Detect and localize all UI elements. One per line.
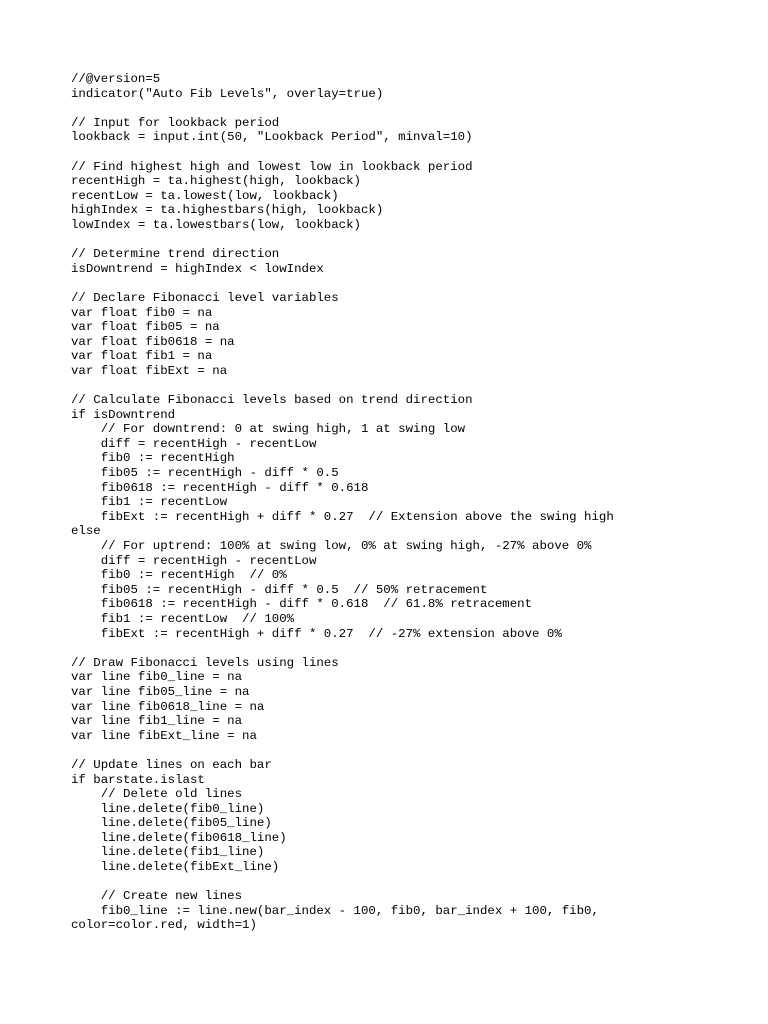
code-line: // Draw Fibonacci levels using lines [71, 655, 339, 670]
code-line: // Calculate Fibonacci levels based on trend direction [71, 393, 473, 408]
code-line: if isDowntrend [71, 407, 176, 422]
code-line: fibExt := recentHigh + diff * 0.27 // Extension above the swing high [71, 509, 614, 524]
code-line: var line fib1_line = na [71, 714, 243, 729]
code-line: // Create new lines [71, 889, 243, 904]
code-line: // Delete old lines [71, 787, 243, 802]
code-line: // Update lines on each bar [71, 757, 272, 772]
code-line: var line fib0618_line = na [71, 699, 265, 714]
code-line: isDowntrend = highIndex < lowIndex [71, 261, 324, 276]
code-line: line.delete(fib05_line) [71, 816, 272, 831]
code-line: // For uptrend: 100% at swing low, 0% at swing high, -27% above 0% [71, 539, 592, 553]
code-line: // Determine trend direction [71, 247, 280, 262]
code-line: fib05 := recentHigh - diff * 0.5 // 50% retracement [71, 582, 488, 597]
code-line [71, 875, 751, 890]
code-line: line.delete(fib0618_line) [71, 830, 287, 845]
code-line: var float fib0618 = na [71, 334, 235, 349]
code-block [71, 72, 751, 933]
code-line: fib05 := recentHigh - diff * 0.5 [71, 466, 339, 481]
code-line: //@version=5 [71, 72, 161, 86]
code-line [71, 276, 751, 291]
code-line [71, 233, 751, 248]
code-line: diff = recentHigh - recentLow [71, 553, 317, 568]
code-line: var line fibExt_line = na [71, 728, 257, 743]
code-line: lookback = input.int(50, "Lookback Period", minval=10) [71, 130, 473, 145]
code-line: // For downtrend: 0 at swing high, 1 at swing low [71, 422, 466, 437]
code-line: line.delete(fib1_line) [71, 845, 265, 860]
code-line: color=color.red, width=1) [71, 918, 257, 933]
code-line: fib1 := recentLow [71, 495, 228, 510]
code-line: // Input for lookback period [71, 115, 280, 130]
code-line: fib1 := recentLow // 100% [71, 611, 295, 626]
code-line [71, 378, 751, 393]
code-line: else [71, 524, 101, 539]
code-line: fib0 := recentHigh // 0% [71, 568, 287, 583]
code-line: fib0618 := recentHigh - diff * 0.618 // 61.8% retracement [71, 597, 533, 612]
code-line: fib0 := recentHigh [71, 451, 235, 466]
code-line: fib0_line := line.new(bar_index - 100, fib0, bar_index + 100, fib0, [71, 903, 599, 918]
code-line [71, 743, 751, 758]
code-line: line.delete(fibExt_line) [71, 860, 280, 875]
code-line: fibExt := recentHigh + diff * 0.27 // -27% extension above 0% [71, 626, 562, 641]
code-line [71, 145, 751, 160]
code-line: highIndex = ta.highestbars(high, lookback) [71, 203, 384, 218]
code-line [71, 641, 751, 656]
code-line: recentLow = ta.lowest(low, lookback) [71, 188, 339, 203]
code-line: var float fib1 = na [71, 349, 213, 364]
code-line: var float fib05 = na [71, 320, 220, 335]
code-line: var float fib0 = na [71, 305, 213, 320]
code-line: var line fib0_line = na [71, 670, 243, 685]
code-line: indicator("Auto Fib Levels", overlay=true) [71, 86, 384, 101]
code-line: lowIndex = ta.lowestbars(low, lookback) [71, 217, 361, 232]
code-line: // Find highest high and lowest low in lookback period [71, 159, 473, 174]
code-line: line.delete(fib0_line) [71, 801, 265, 816]
code-line: fib0618 := recentHigh - diff * 0.618 [71, 480, 369, 495]
code-line: recentHigh = ta.highest(high, lookback) [71, 174, 361, 189]
code-line [71, 101, 751, 116]
code-line: if barstate.islast [71, 772, 205, 787]
code-line: diff = recentHigh - recentLow [71, 436, 317, 451]
code-line: // Declare Fibonacci level variables [71, 290, 339, 305]
code-line: var float fibExt = na [71, 363, 228, 378]
code-line: var line fib05_line = na [71, 684, 250, 699]
